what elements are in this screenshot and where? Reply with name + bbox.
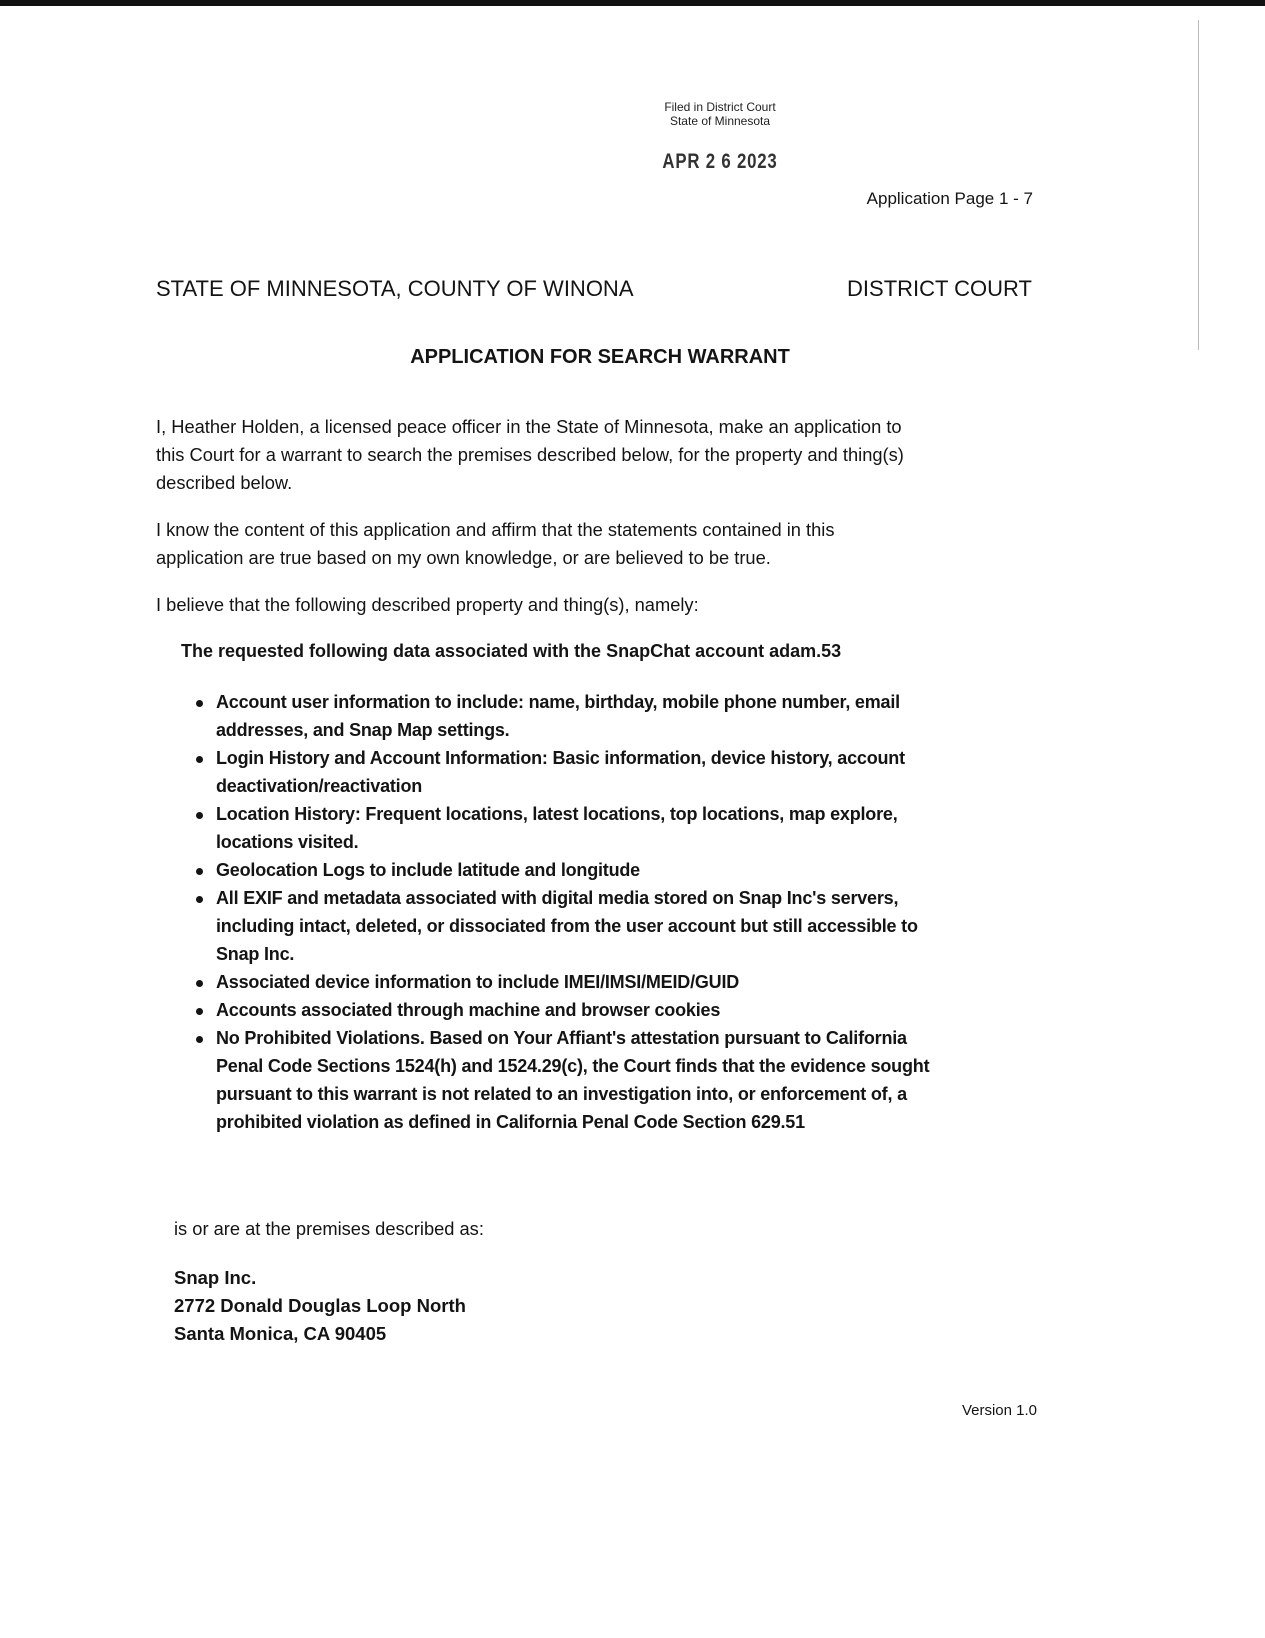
filed-stamp-line2: State of Minnesota	[669, 114, 771, 128]
text-line: this Court for a warrant to search the premises described below, for the property and thing(s)	[156, 444, 904, 465]
filed-stamp-date: APR 2 6 2023	[662, 150, 778, 173]
list-item	[196, 968, 929, 996]
list-item	[196, 800, 929, 856]
text-line: Login History and Account Information: Basic information, device history, account	[216, 748, 905, 768]
text-line: Account user information to include: name, birthday, mobile phone number, email	[216, 692, 900, 712]
text-line: Location History: Frequent locations, latest locations, top locations, map explore,	[216, 804, 898, 824]
address-line: Santa Monica, CA 90405	[174, 1323, 387, 1344]
text-line: deactivation/reactivation	[216, 776, 423, 796]
bullet-icon	[196, 756, 203, 763]
scan-right-edge	[1198, 20, 1199, 350]
bullet-icon	[196, 700, 203, 707]
text-line: Snap Inc.	[216, 944, 295, 964]
affiant-paragraph	[156, 413, 904, 497]
text-line: Associated device information to include IMEI/IMSI/MEID/GUID	[216, 972, 740, 992]
list-item	[196, 744, 929, 800]
bullet-icon	[196, 868, 203, 875]
premises-intro: is or are at the premises described as:	[174, 1218, 484, 1239]
list-item	[196, 856, 929, 884]
version-label: Version 1.0	[961, 1402, 1037, 1419]
premises-address	[174, 1264, 466, 1348]
bullet-icon	[196, 1036, 203, 1043]
list-item	[196, 688, 929, 744]
bullet-icon	[196, 812, 203, 819]
filed-stamp-line1: Filed in District Court	[664, 100, 776, 114]
bullet-icon	[196, 896, 203, 903]
list-item	[196, 884, 929, 968]
bullet-icon	[196, 1008, 203, 1015]
text-line: pursuant to this warrant is not related to an investigation into, or enforcement of, a	[216, 1084, 907, 1104]
text-line: Accounts associated through machine and browser cookies	[216, 1000, 721, 1020]
text-line: locations visited.	[216, 832, 359, 852]
text-line: I believe that the following described property and thing(s), namely:	[156, 594, 699, 615]
text-line: No Prohibited Violations. Based on Your Affiant's attestation pursuant to California	[216, 1028, 907, 1048]
page-label: Application Page 1 - 7	[866, 189, 1033, 208]
affirmation-paragraph	[156, 516, 835, 572]
text-line: addresses, and Snap Map settings.	[216, 720, 510, 740]
text-line: described below.	[156, 472, 293, 493]
data-heading: The requested following data associated with the SnapChat account adam.53	[181, 641, 842, 661]
caption-venue: STATE OF MINNESOTA, COUNTY OF WINONA	[156, 276, 634, 301]
list-item	[196, 1024, 929, 1136]
scan-top-edge	[0, 0, 1265, 6]
document-title: APPLICATION FOR SEARCH WARRANT	[410, 346, 790, 368]
text-line: All EXIF and metadata associated with digital media stored on Snap Inc's servers,	[216, 888, 899, 908]
address-line: Snap Inc.	[174, 1267, 257, 1288]
list-item	[196, 996, 929, 1024]
caption-court: DISTRICT COURT	[847, 276, 1032, 301]
text-line: including intact, deleted, or dissociated from the user account but still accessible to	[216, 916, 918, 936]
bullet-icon	[196, 980, 203, 987]
text-line: I, Heather Holden, a licensed peace officer in the State of Minnesota, make an application to	[156, 416, 902, 437]
text-line: Geolocation Logs to include latitude and longitude	[216, 860, 640, 880]
text-line: prohibited violation as defined in California Penal Code Section 629.51	[216, 1112, 805, 1132]
address-line: 2772 Donald Douglas Loop North	[174, 1295, 466, 1316]
text-line: application are true based on my own knowledge, or are believed to be true.	[156, 547, 771, 568]
belief-paragraph	[156, 591, 699, 619]
text-line: I know the content of this application and affirm that the statements contained in this	[156, 519, 835, 540]
requested-data-list	[196, 688, 929, 1136]
text-line: Penal Code Sections 1524(h) and 1524.29(c), the Court finds that the evidence sought	[216, 1056, 930, 1076]
